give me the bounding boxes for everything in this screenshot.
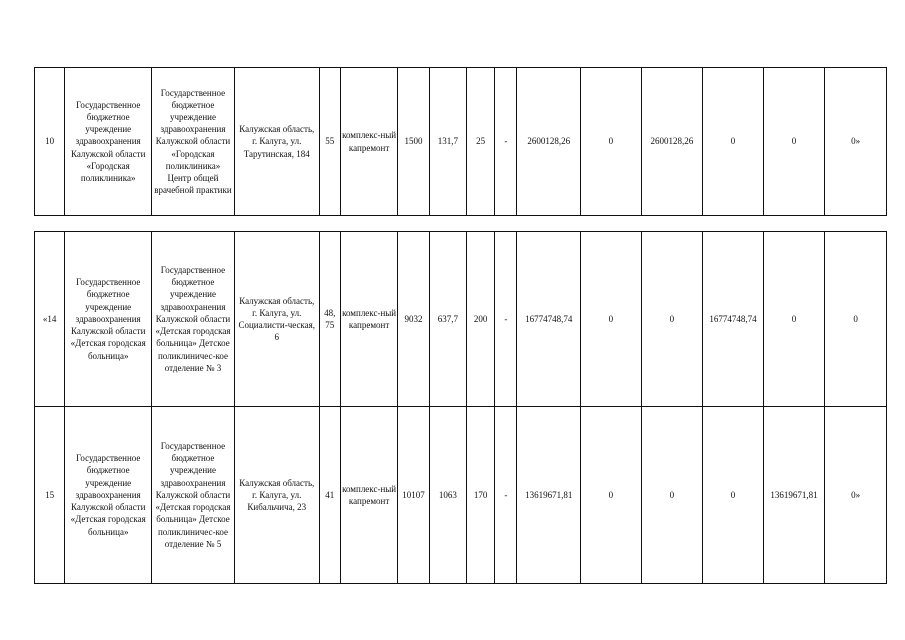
work-type: комплекс-ный капремонт [340,407,398,584]
area-total: 9032 [398,232,429,407]
value-5: 0» [825,68,887,216]
table-row [35,68,887,216]
value-1: 0 [581,232,642,407]
row-number: 15 [35,407,65,584]
value-2: 0 [641,232,703,407]
cost-total: 13619671,81 [517,407,581,584]
institution-name: Государственное бюджетное учреждение здравоохранения Калужской области «Городская поликлиника» [65,68,152,216]
institution-name: Государственное бюджетное учреждение здравоохранения Калужской области «Детская городская больница» [65,232,152,407]
dash-cell: - [495,232,517,407]
visits: 25 [466,68,494,216]
work-type: комплекс-ный капремонт [340,232,398,407]
area-total: 1500 [398,68,429,216]
table-row [35,232,887,407]
area-repair: 637,7 [429,232,466,407]
facility-name: Государственное бюджетное учреждение здравоохранения Калужской области «Городская поликлиника» Центр общей врачебной практики [152,68,235,216]
dash-cell: - [495,407,517,584]
row-number: «14 [35,232,65,407]
value-2: 0 [641,407,703,584]
area-total: 10107 [398,407,429,584]
facility-name: Государственное бюджетное учреждение здравоохранения Калужской области «Детская городская больница» Детское поликлиничес-кое отделение № 3 [152,232,235,407]
build-year: 48, 75 [319,232,340,407]
table-row [35,407,887,584]
value-1: 0 [581,407,642,584]
work-type: комплекс-ный капремонт [340,68,398,216]
area-repair: 1063 [429,407,466,584]
value-2: 2600128,26 [641,68,703,216]
area-repair: 131,7 [429,68,466,216]
visits: 200 [466,232,494,407]
value-3: 0 [703,68,764,216]
address: Калужская область, г. Калуга, ул. Социалисти-ческая, 6 [234,232,319,407]
value-4: 0 [763,68,825,216]
visits: 170 [466,407,494,584]
row-number: 10 [35,68,65,216]
build-year: 41 [319,407,340,584]
address: Калужская область, г. Калуга, ул. Кибальчича, 23 [234,407,319,584]
value-4: 13619671,81 [763,407,825,584]
table-row-10-block [34,67,887,216]
dash-cell: - [495,68,517,216]
cost-total: 2600128,26 [517,68,581,216]
institution-name: Государственное бюджетное учреждение здравоохранения Калужской области «Детская городская больница» [65,407,152,584]
table-rows-14-15-block [34,231,887,584]
address: Калужская область, г. Калуга, ул. Тарутинская, 184 [234,68,319,216]
value-5: 0 [825,232,887,407]
value-4: 0 [763,232,825,407]
value-1: 0 [581,68,642,216]
build-year: 55 [319,68,340,216]
facility-name: Государственное бюджетное учреждение здравоохранения Калужской области «Детская городская больница» Детское поликлиничес-кое отделение № 5 [152,407,235,584]
value-3: 0 [703,407,764,584]
value-5: 0» [825,407,887,584]
value-3: 16774748,74 [703,232,764,407]
cost-total: 16774748,74 [517,232,581,407]
